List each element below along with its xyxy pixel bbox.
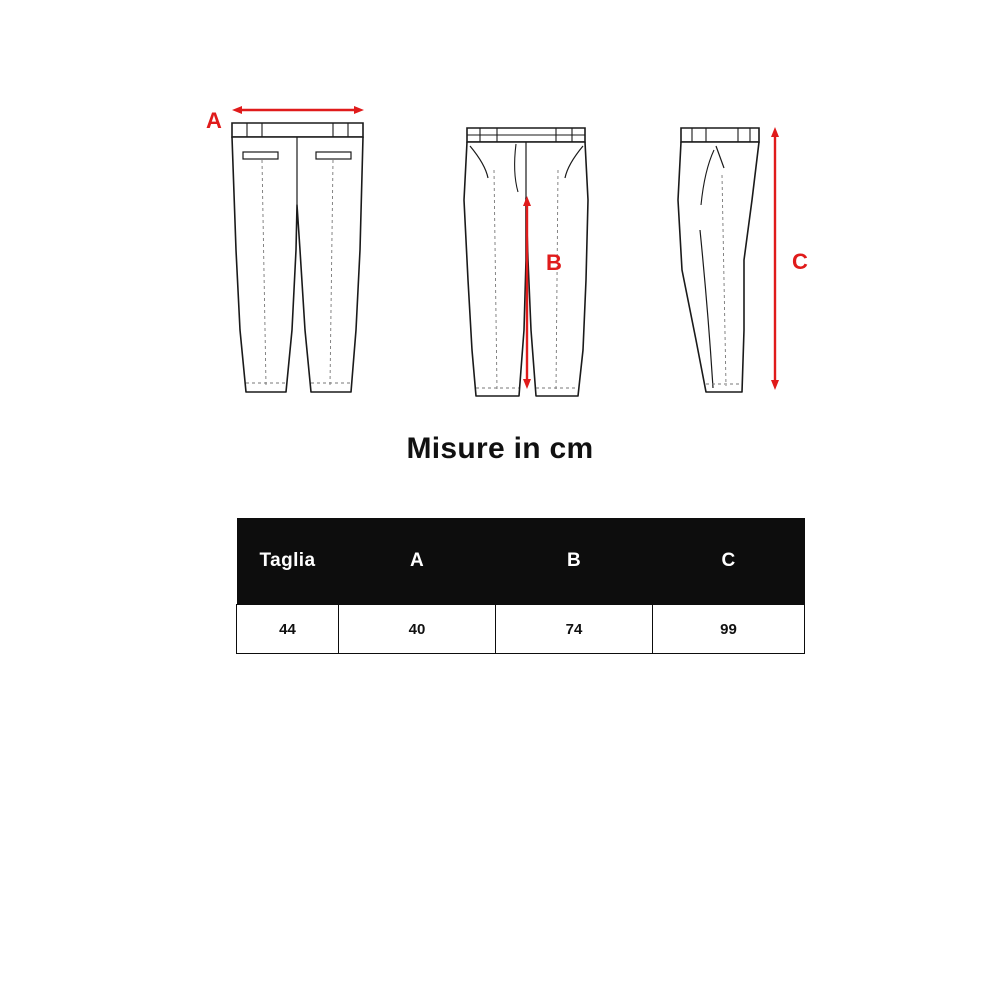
measure-c-arrow [771,127,779,390]
cell-b: 74 [496,605,653,654]
back-view-trousers [206,106,364,392]
measure-c-label: C [792,249,808,274]
cell-c: 99 [653,605,805,654]
front-view-trousers [464,128,588,396]
col-header-a: A [339,518,496,605]
table-header-row [237,518,805,605]
table-row [237,605,805,654]
cell-a: 40 [339,605,496,654]
measure-a-label: A [206,108,222,133]
trouser-diagrams [0,0,1000,430]
size-table [236,518,805,654]
col-header-b: B [496,518,653,605]
size-table-header [237,518,805,605]
side-view-trousers [678,127,808,392]
size-table-wrapper [236,518,796,654]
measure-a-arrow [232,106,364,114]
measure-b-label: B [546,250,562,275]
col-header-c: C [653,518,805,605]
measurement-unit-caption: Misure in cm [406,432,594,465]
cell-taglia: 44 [237,605,339,654]
size-table-body [237,605,805,654]
col-header-taglia: Taglia [237,518,339,605]
